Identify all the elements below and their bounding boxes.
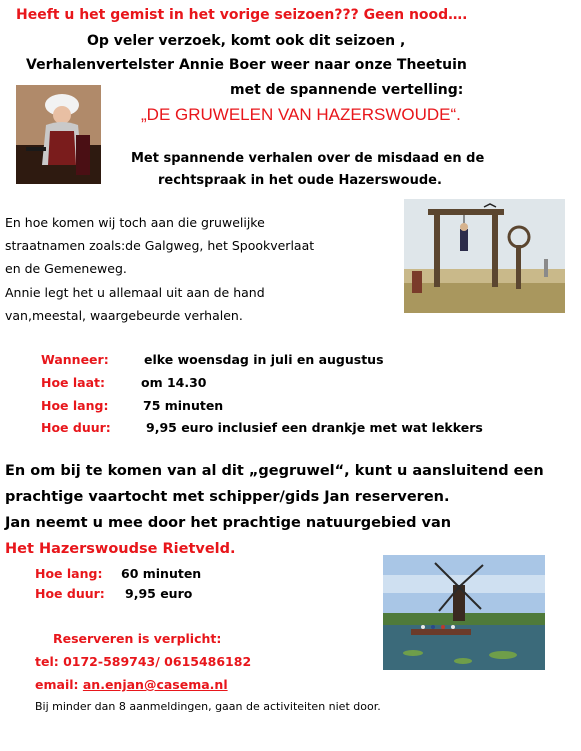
reservation-email-label: email:	[35, 677, 79, 692]
reservation-email-row	[35, 677, 228, 692]
streets-line-4: Annie legt het u allemaal uit aan de hand	[5, 285, 265, 300]
detail-value-price: 9,95 euro inclusief een drankje met wat lekkers	[146, 420, 483, 435]
boat-line-3: Jan neemt u mee door het prachtige natuurgebied van	[5, 515, 452, 531]
reservation-phone: tel: 0172-589743/ 0615486182	[35, 654, 252, 669]
intro-line-2: rechtspraak in het oude Hazerswoude.	[158, 173, 442, 188]
boat-line-4: Het Hazerswoudse Rietveld.	[5, 541, 236, 557]
streets-line-5: van,meestal, waargebeurde verhalen.	[5, 308, 243, 323]
detail-label-price: Hoe duur:	[41, 420, 111, 435]
detail-label-time: Hoe laat:	[41, 375, 106, 390]
detail-label-when: Wanneer:	[41, 352, 109, 367]
streets-line-3: en de Gemeneweg.	[5, 261, 127, 276]
intro-line-1: Met spannende verhalen over de misdaad en de	[131, 151, 485, 166]
detail-label-duration: Hoe lang:	[41, 398, 109, 413]
detail-value-when: elke woensdag in juli en augustus	[144, 352, 384, 367]
boat-label-price: Hoe duur:	[35, 586, 105, 601]
gallows-image	[404, 199, 565, 313]
windmill-image	[383, 555, 545, 670]
header-line-2: Op veler verzoek, komt ook dit seizoen ,	[87, 33, 406, 49]
event-title: „DE GRUWELEN VAN HAZERSWOUDE“.	[141, 105, 461, 124]
boat-value-price: 9,95 euro	[125, 586, 193, 601]
detail-value-duration: 75 minuten	[143, 398, 224, 413]
storyteller-photo	[16, 85, 101, 184]
storyteller-image	[16, 85, 101, 184]
boat-label-duration: Hoe lang:	[35, 566, 103, 581]
streets-line-2: straatnamen zoals:de Galgweg, het Spookverlaat	[5, 238, 315, 253]
detail-value-time: om 14.30	[141, 375, 207, 390]
header-line-1: Heeft u het gemist in het vorige seizoen??? Geen nood….	[16, 7, 468, 23]
header-line-4: met de spannende vertelling:	[230, 82, 464, 98]
windmill-photo	[383, 555, 545, 670]
reservation-required: Reserveren is verplicht:	[53, 631, 222, 646]
boat-value-duration: 60 minuten	[121, 566, 202, 581]
boat-line-1: En om bij te komen van al dit „gegruwel“, kunt u aansluitend een	[5, 463, 544, 479]
reservation-email-link[interactable]: an.enjan@casema.nl	[82, 677, 228, 692]
reservation-note: Bij minder dan 8 aanmeldingen, gaan de activiteiten niet door.	[35, 700, 381, 713]
header-line-3: Verhalenvertelster Annie Boer weer naar onze Theetuin	[26, 57, 467, 73]
gallows-painting	[404, 199, 565, 313]
boat-line-2: prachtige vaartocht met schipper/gids Jan reserveren.	[5, 489, 450, 505]
streets-line-1: En hoe komen wij toch aan die gruwelijke	[5, 215, 265, 230]
